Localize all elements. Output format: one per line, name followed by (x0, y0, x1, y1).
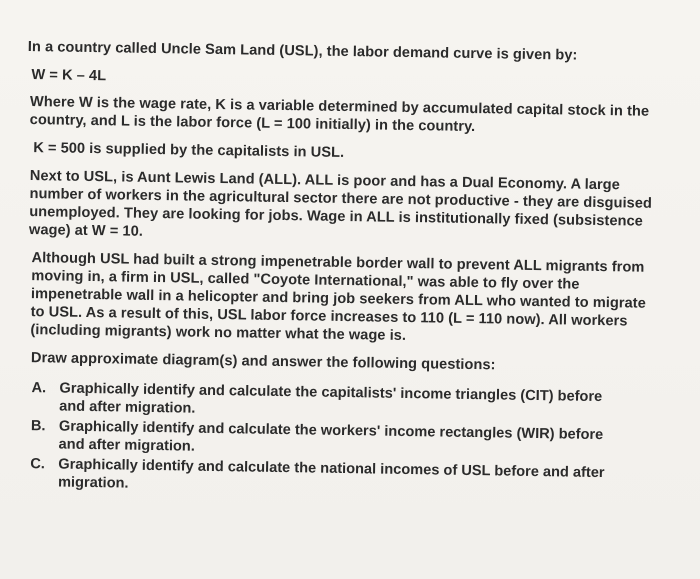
instruction-line: Draw approximate diagram(s) and answer the following questions: (30, 350, 496, 374)
question-c-marker: C. (30, 456, 46, 473)
question-list (21, 379, 655, 501)
question-b-marker: B. (30, 418, 46, 435)
migration-paragraph: Although USL had built a strong impenetrable border wall to prevent ALL migrants from moving in, a firm in USL, called "Coyote International," was able to fly over the impenetrable wall in a helicopter and bring job seekers from ALL who wanted to migrate to USL. As a result of this, USL labor force increases to 110 (L = 110 now). All workers (including migrants) work no matter what the wage is. (30, 250, 646, 344)
all-description-paragraph: Next to USL, is Aunt Lewis Land (ALL). ALL is poor and has a Dual Economy. A large number of workers in the agricultural sector there are not productive - they are disguised unemployed. They are looking for jobs. Wage in ALL is institutionally fixed (subsistence wage) at W = 10. (28, 168, 653, 240)
question-a-marker: A. (31, 380, 47, 397)
question-c-text: Graphically identify and calculate the national incomes of USL before and after migration. (57, 456, 605, 492)
question-a-text: Graphically identify and calculate the capitalists' income triangles (CIT) before and after migration. (59, 380, 603, 417)
labor-demand-equation: W = K – 4L (31, 67, 107, 85)
intro-paragraph: In a country called Uncle Sam Land (USL), the labor demand curve is given by: (27, 38, 578, 64)
question-b-text: Graphically identify and calculate the workers' income rectangles (WIR) before and after migration. (58, 418, 604, 455)
definition-paragraph: Where W is the wage rate, K is a variable determined by accumulated capital stock in the country, and L is the labor force (L = 100 initially) in the country. (29, 94, 650, 136)
question-c (30, 455, 653, 501)
capital-supply-line: K = 500 is supplied by the capitalists in USL. (33, 140, 345, 161)
problem-text (21, 38, 660, 501)
